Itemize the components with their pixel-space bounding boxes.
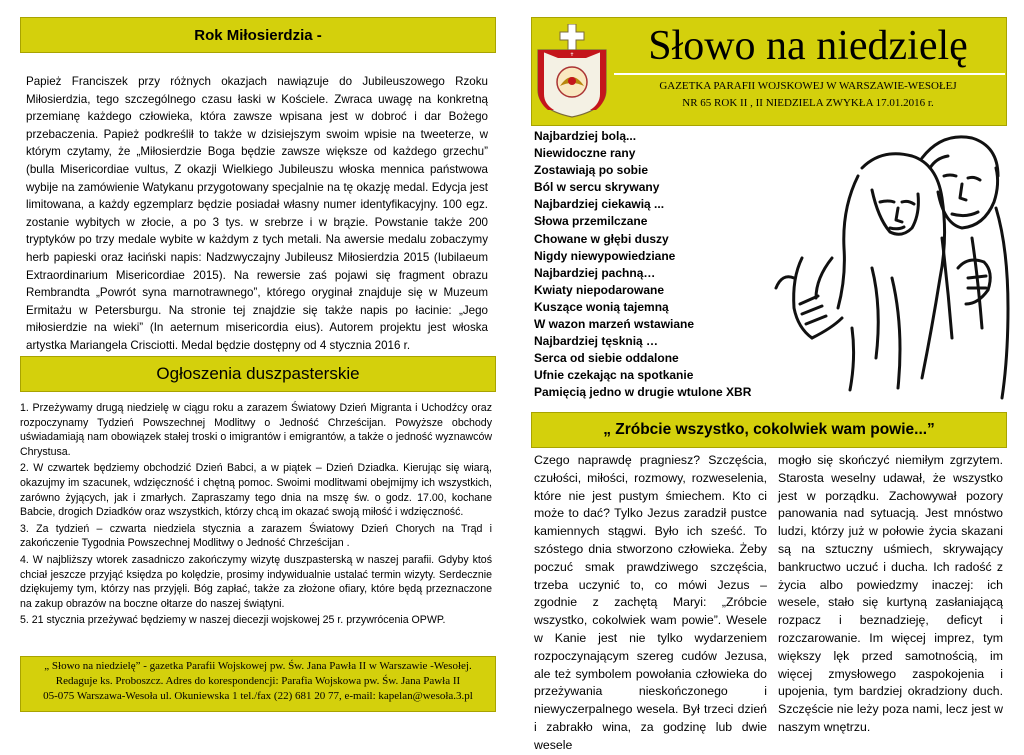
poem-line: Słowa przemilczane [534, 214, 648, 229]
masthead-title: Słowo na niedzielę [648, 23, 968, 69]
article-column-2 [778, 452, 1003, 737]
parish-emblem-logo [534, 24, 610, 118]
masthead-subtitle: GAZETKA PARAFII WOJSKOWEJ W WARSZAWIE-WESOŁEJ [659, 80, 957, 92]
poem-line: Nigdy niewypowiedziane [534, 248, 676, 263]
footer-line: Redaguje ks. Proboszcz. Adres do korespondencji: Parafia Wojskowa pw. Św. Jana Pawła II [55, 675, 461, 687]
announcement-item: 3. Za tydzień – czwarta niedziela stycznia a zarazem Światowy Dzień Chorych na Trąd i zakończenie Tygodnia Powszechnej Modlitwy o Jedność Chrześcijan . [20, 522, 492, 550]
svg-text:✝: ✝ [569, 52, 575, 58]
article-column-1 [534, 452, 767, 755]
section-header-rok-milosierdzia [20, 17, 496, 53]
poem [534, 128, 774, 402]
poem-line: Niewidoczne rany [534, 146, 636, 161]
article-text: mogło się skończyć niemiłym zgrzytem. Starosta weselny udawał, że wszystko jest w porządku. Zachowywał pozory panowania nad sytuacją. Jest mnóstwo ludzi, którzy już w połowie życia skazani są na sztuczny uśmiech, skrywający bankructwo uczuć i ducha. Ich radość z życia albo powiedzmy inaczej: ich wesele, stało się kurtyną zasłaniającą rozpacz i beznadzieję, deficyt i rozczarowanie. Im więcej imprez, tym większy lęk przed samotnością, im więcej zmysłowego zaspokojenia i upojenia, tym bardziej okradziony duch. Szczęście nie leży poza nami, lecz jest w naszym wnętrzu. [778, 453, 1003, 734]
masthead-divider [614, 73, 1005, 75]
poem-line: Zostawiają po sobie [534, 163, 649, 178]
article-rok-milosierdzia: Papież Franciszek przy różnych okazjach nawiązuje do Jubileuszowego Rzoku Miłosierdzia, tego szczególnego czasu łaski w Kościele. Zwraca uwagę na konkretną przemianę każdego człowieka, która zawsze wpisana jest w dobroć i dar Bożego przebaczenia. Papież podkreślił to także w dzisiejszym swoim wpisie na tweeterze, w którym czytamy, że „Miłosierdzie Boga będzie zawsze większe od każdego grzechu” (bulla Misericordiae vultus, Z okazji Wielkiego Jubileuszu włoska mennica państwowa wybije na zamówienie Watykanu przygotowany specjalnie na tę okazję medal. Edycja jest limitowana, a każdy egzemplarz będzie posiadał własny numer identyfikacyjny. 100 egz. zostanie wybitych w złocie, a po 3 tys. w srebrze i w brązie. Powstanie także 200 tryptyków po trzy medale wybite w każdym z tych metali. Na awersie medalu zobaczymy herb papieski oraz łaciński napis: Nadzwyczajny Jubileusz Miłosierdzia 2015 (Iubilaeum Extraordinarium Misericordiae 2015). Na rewersie zaś pojawi się fragment obrazu Rembrandta „Powrót syna marnotrawnego”, którego oryginał znajduje się w Muzeum Ermitażu w Petersburgu. Na stronie tej znajdzie się także napis po łacinie: „Jego miłosierdzie na wieki” (In aeternum misericordia eius). Autorem projektu jest włoska artystka Mariangela Crisciotti. Medal będzie dostępny od 4 stycznia 2016 r. [26, 75, 488, 352]
poem-line: Ból w sercu skrywany [534, 180, 660, 195]
footer-line: 05-075 Warszawa-Wesoła ul. Okuniewska 1 tel./fax (22) 681 20 77, e-mail: kapelan@wesoła.3.pl [43, 690, 473, 702]
masthead-issue: NR 65 ROK II , II NIEDZIELA ZWYKŁA 17.01.2016 r. [682, 97, 934, 109]
section-header-zrobcie [531, 412, 1007, 448]
poem-line: Chowane w głębi duszy [534, 231, 669, 246]
announcement-item: 1. Przeżywamy drugą niedzielę w ciągu roku a zarazem Światowy Dzień Migranta i Uchodźcy oraz rozpoczynamy Tydzień Powszechnej Modlitwy o Jedność Chrześcijan. Powyższe obchody uświadamiają nam obowiązek stałej troski o imigrantów i emigrantów, a także o jedność wyznawców Chrystusa. [20, 402, 492, 458]
section-title: Rok Miłosierdzia - [194, 26, 322, 44]
section-title: Ogłoszenia duszpasterskie [156, 364, 360, 383]
footer-line: „ Słowo na niedzielę” - gazetka Parafii Wojskowej pw. Św. Jana Pawła II w Warszawie -Wesołej. [44, 660, 472, 672]
poem-line: Najbardziej pachną… [534, 265, 656, 280]
announcements-list [20, 401, 492, 630]
poem-line: Serca od siebie oddalone [534, 351, 679, 366]
poem-line: Kuszące wonią tajemną [534, 299, 669, 314]
mary-joseph-illustration [772, 128, 1012, 400]
section-title: „ Zróbcie wszystko, cokolwiek wam powie...” [603, 421, 935, 438]
poem-line: Ufnie czekając na spotkanie [534, 368, 694, 383]
poem-line: Pamięcią jedno w drugie wtulone XBR [534, 385, 752, 400]
poem-line: Najbardziej tęsknią … [534, 334, 659, 349]
poem-line: Najbardziej ciekawią ... [534, 197, 665, 212]
announcement-item: 5. 21 stycznia przeżywać będziemy w naszej diecezji wojskowej 25 r. przywrócenia OPWP. [20, 614, 446, 627]
announcement-item: 2. W czwartek będziemy obchodzić Dzień Babci, a w piątek – Dzień Dziadka. Kierując się wiarą, okazujmy im szacunek, wdzięczność i chętną pomoc. Swoimi modlitwami obejmijmy ich wszystkich, zarówno żyjących, jak i zmarłych. Zapraszamy tego dnia na mszę św. o godz. 17.00, kochane Babcie, drogich Dziadków oraz wszystkich, którzy chcą im okazać swoją miłość i wdzięczność. [20, 462, 492, 519]
article-text: Czego naprawdę pragniesz? Szczęścia, czułości, miłości, rozmowy, rozweselenia, które nie jest pustym śmiechem. Kto ci może to dać? Tylko Jezus zaradził pustce kamiennych stągwi. Było ich sześć. To szóstego dnia stworzono człowieka. Żeby poczuć smak prawdziwego szczęścia, trzeba uczynić to, co mówi Jezus – zgodnie z zachętą Maryi: „Zróbcie wszystko, cokolwiek wam powie”. Wesele w Kanie jest nie tylko wydarzeniem rozpoczynającym szereg cudów Jezusa, ale też symbolem powołania człowieka do przeżywania nieskończonego i niewyczerpalnego wesela. Był trzeci dzień i zabrakło wina, za godzinę lub dwie wesele [534, 453, 767, 752]
announcement-item: 4. W najbliższy wtorek zasadniczo zakończymy wizytę duszpasterską w naszej parafii. Gdyby ktoś chciał jeszcze przyjąć księdza po kolędzie, prosimy indywidualnie ustalać termin wizyty. Serdecznie dziękujemy tym, którzy nas przyjęli. Bóg zapłać, także za złożone ofiary, które będą przeznaczone na zakup obrazów na boczne ołtarze do naszej świątyni. [20, 553, 492, 610]
poem-line: Najbardziej bolą... [534, 129, 637, 143]
footer-box [20, 656, 496, 712]
section-header-ogloszenia [20, 356, 496, 392]
poem-line: Kwiaty niepodarowane [534, 282, 665, 297]
poem-line: W wazon marzeń wstawiane [534, 317, 695, 332]
